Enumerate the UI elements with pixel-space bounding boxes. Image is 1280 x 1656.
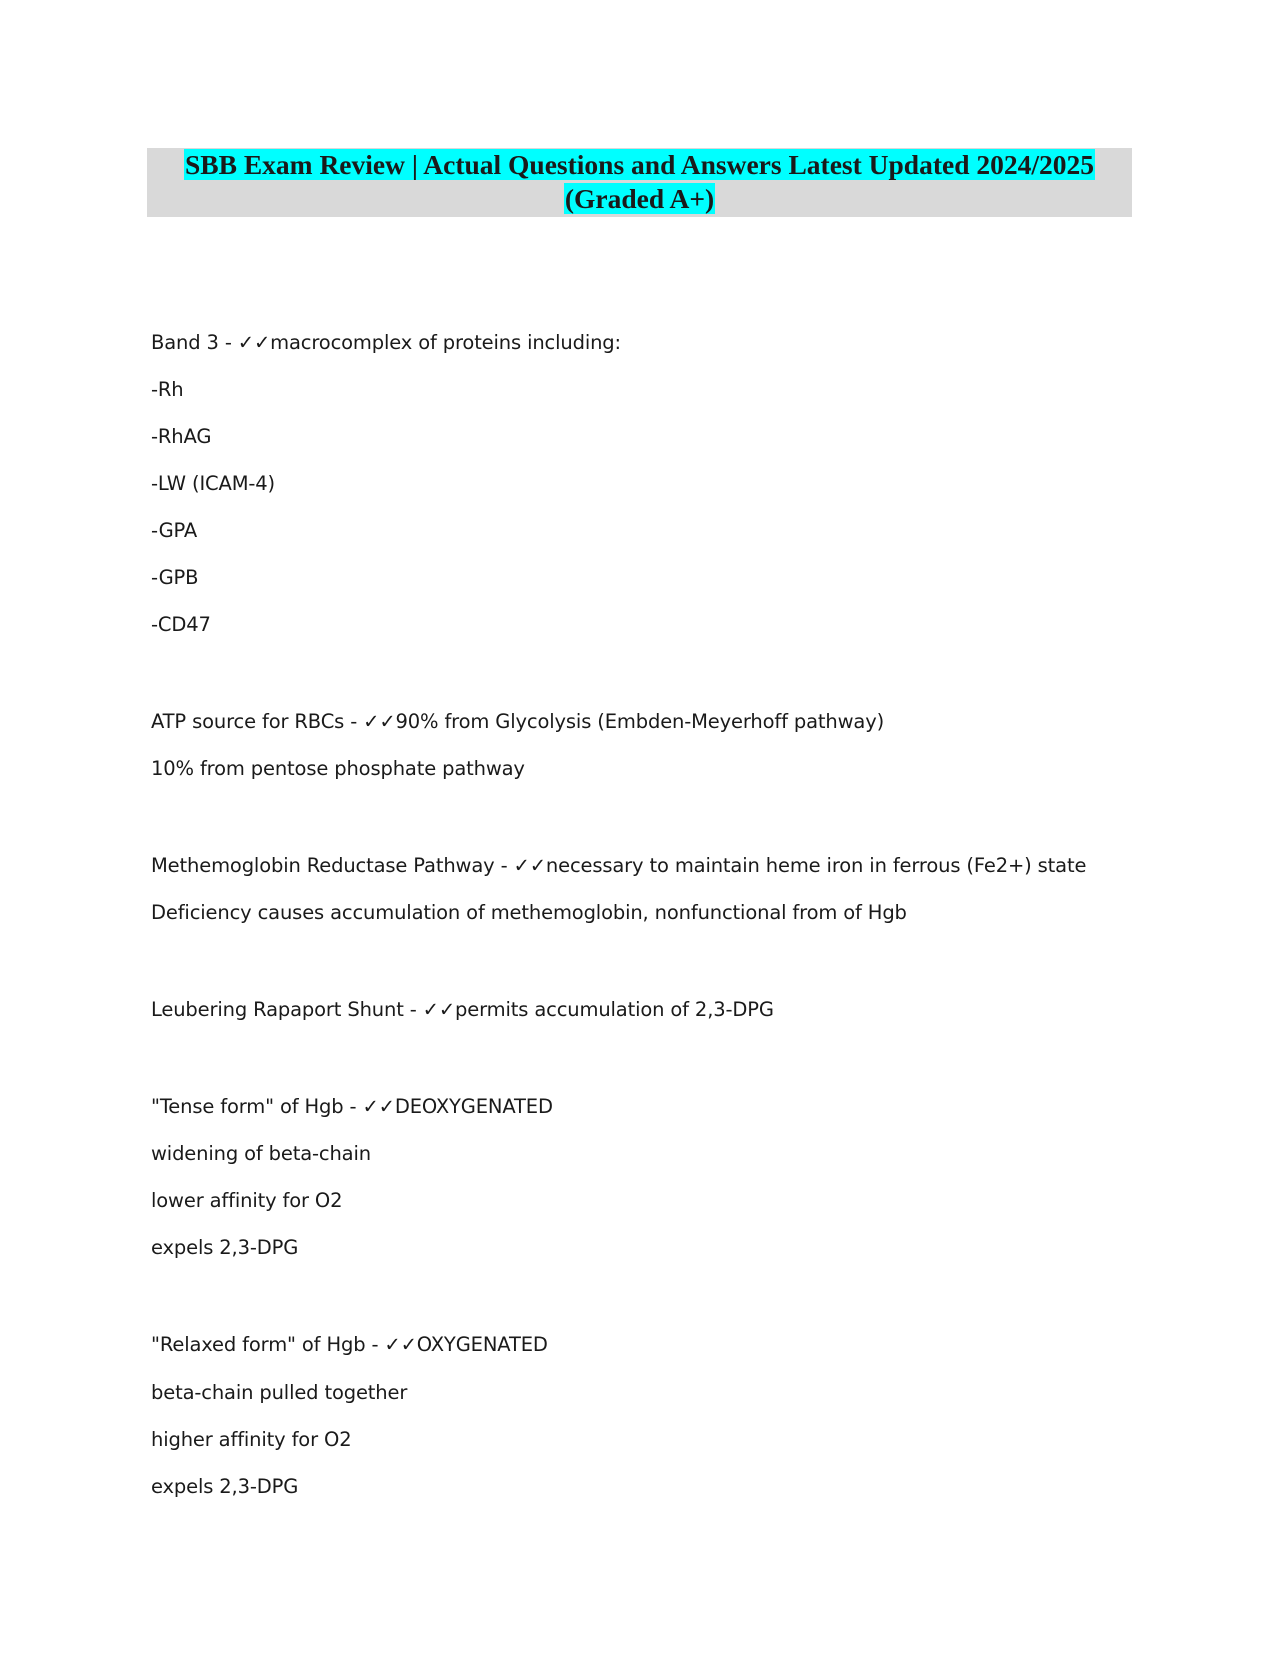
entry-1-answer-line: -RhAG (151, 425, 212, 448)
entry-1-answer-line: -GPA (151, 519, 198, 542)
entry-3-question-line: Methemoglobin Reductase Pathway - ✓✓necessary to maintain heme iron in ferrous (Fe2+) state (151, 854, 1087, 877)
entry-5-answer-line: expels 2,3-DPG (151, 1236, 299, 1259)
entry-1-answer-line: -GPB (151, 566, 199, 589)
entry-1-question-line: Band 3 - ✓✓macrocomplex of proteins including: (151, 331, 621, 354)
entry-6-answer-line: beta-chain pulled together (151, 1381, 408, 1404)
entry-1-answer-line: -Rh (151, 378, 184, 401)
entry-1-answer-line: -LW (ICAM-4) (151, 472, 275, 495)
entry-4-question-line: Leubering Rapaport Shunt - ✓✓permits accumulation of 2,3-DPG (151, 998, 774, 1021)
entry-5-question-line: "Tense form" of Hgb - ✓✓DEOXYGENATED (151, 1095, 553, 1118)
entry-3-answer-line: Deficiency causes accumulation of methemoglobin, nonfunctional from of Hgb (151, 901, 907, 924)
entry-6-question-line: "Relaxed form" of Hgb - ✓✓OXYGENATED (151, 1333, 548, 1356)
document-title-line-2: (Graded A+) (564, 183, 715, 214)
document-title (147, 148, 1132, 217)
entry-6-answer-line: higher affinity for O2 (151, 1428, 352, 1451)
entry-2-answer-line: 10% from pentose phosphate pathway (151, 757, 525, 780)
document-title-line-1: SBB Exam Review | Actual Questions and Answers Latest Updated 2024/2025 (184, 149, 1095, 180)
entry-6-answer-line: expels 2,3-DPG (151, 1475, 299, 1498)
entry-5-answer-line: widening of beta-chain (151, 1142, 371, 1165)
entry-2-question-line: ATP source for RBCs - ✓✓90% from Glycolysis (Embden-Meyerhoff pathway) (151, 710, 885, 733)
entry-5-answer-line: lower affinity for O2 (151, 1189, 343, 1212)
entry-1-answer-line: -CD47 (151, 613, 211, 636)
